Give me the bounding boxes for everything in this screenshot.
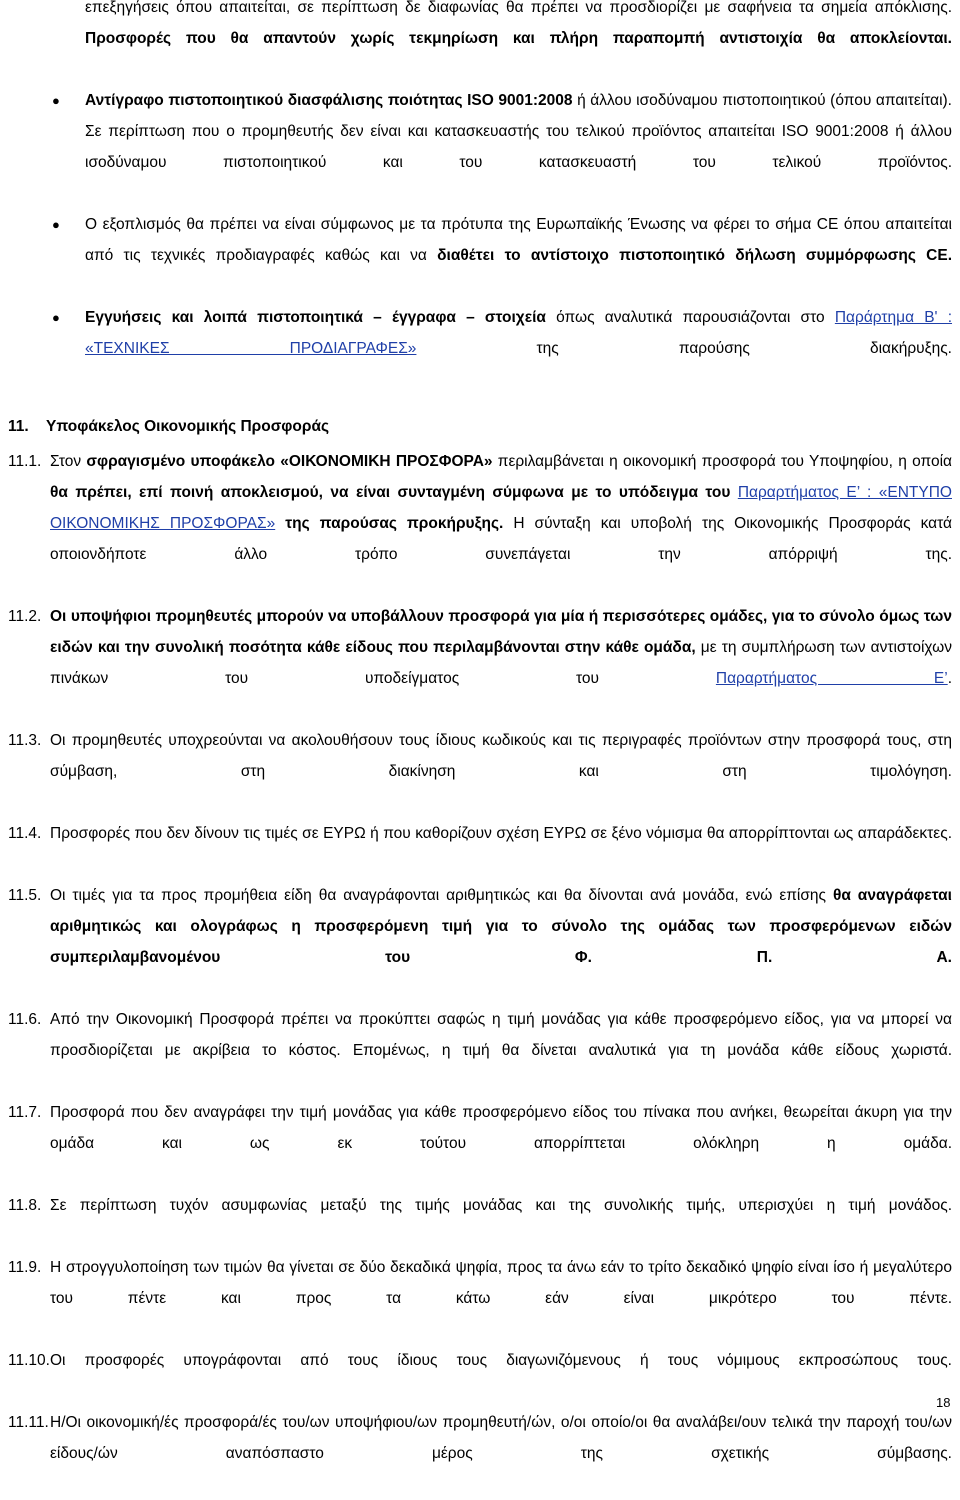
clause-11-5 (8, 880, 952, 1004)
section-number: 11. (8, 418, 29, 435)
page-number: 18 (936, 1395, 951, 1410)
annex-e-link[interactable]: Παραρτήματος Ε’ (715, 670, 948, 687)
clause-number: 11.4. (8, 825, 42, 842)
bullet-dot-icon: ● (52, 93, 60, 108)
clause-number: 11.6. (8, 1011, 42, 1028)
clause-11-8 (8, 1190, 952, 1252)
bullet-guarantees (52, 302, 953, 395)
section-heading (8, 411, 952, 442)
clause-11-9 (8, 1252, 952, 1345)
clause-bold: σφραγισμένο υποφάκελο «ΟΙΚΟΝΟΜΙΚΗ ΠΡΟΣΦΟΡΑ» (86, 453, 493, 470)
clause-text: Σε περίπτωση τυχόν ασυμφωνίας μεταξύ της τιμής μονάδας και της συνολικής τιμής, υπερισχύει η τιμή μονάδος. (50, 1197, 952, 1214)
bullet-2-text: Ο εξοπλισμός θα πρέπει να είναι σύμφωνος με τα πρότυπα της Ευρωπαϊκής Ένωσης να φέρει το σήμα CE όπου απαιτείται από τις τεχνικές προδιαγραφές καθώς και να (85, 216, 952, 264)
annex-e-form-link[interactable]: Παραρτήματος Ε’ : «ΕΝΤΥΠΟ ΟΙΚΟΝΟΜΙΚΗΣ ΠΡΟΣΦΟΡΑΣ» (50, 484, 952, 532)
clause-number: 11.8. (8, 1197, 42, 1214)
clause-number: 11.1. (8, 453, 42, 470)
clause-11-1 (8, 446, 952, 601)
clause-11-7 (8, 1097, 952, 1190)
bullet-dot-icon: ● (52, 217, 60, 232)
clause-text: Η/Οι οικονομική/ές προσφορά/ές του/ων υποψήφιου/ων προμηθευτή/ών, ο/οι οποίο/οι θα αναλάβει/ουν τελικά την παροχή του/ων είδους/ών αναπόσπαστο μέρος της σχετικής σύμβασης. (50, 1414, 952, 1462)
annex-b-link[interactable]: Παράρτημα Β' : «ΤΕΧΝΙΚΕΣ ΠΡΟΔΙΑΓΡΑΦΕΣ» (85, 309, 953, 357)
clause-text: με τη συμπλήρωση των αντιστοίχων πινάκων του υποδείγματος του (50, 639, 952, 687)
clause-11-11 (8, 1407, 952, 1500)
clause-text: Η στρογγυλοποίηση των τιμών θα γίνεται σε δύο δεκαδικά ψηφία, πρoς τα άνω εάν το τρίτο δεκαδικό ψηφίο είναι ίσο ή μεγαλύτερο του πέντε και πρoς τα κάτω εάν είναι μικρότερο του πέντε. (50, 1259, 952, 1307)
bullet-3-bold: Εγγυήσεις και λοιπά πιστοποιητικά – έγγραφα – στοιχεία (85, 309, 546, 326)
clause-text: Οι προσφορές υπογράφονται από τους ίδιους τους διαγωνιζόμενους ή τους νόμιμους εκπροσώπους τους. (50, 1352, 952, 1369)
clause-number: 11.9. (8, 1259, 42, 1276)
clause-bold: θα πρέπει, επί ποινή αποκλεισμού, να είναι συνταγμένη σύμφωνα με το υπόδειγμα του (50, 484, 731, 501)
bullet-3-text: όπως αναλυτικά παρουσιάζονται στο (556, 309, 825, 326)
clause-bold: Οι υποψήφιοι προμηθευτές μπορούν να υποβάλλουν προσφορά για μία ή περισσότερες ομάδες, για το σύνολο όμως των ειδών και την συνολική ποσότητα κάθε είδους που περιλαμβάνονται στην κάθε ομάδα, (50, 608, 952, 656)
clause-text: Από την Οικονομική Προσφορά πρέπει να προκύπτει σαφώς η τιμή μονάδας για κάθε προσφερόμενο είδος, για να μπορεί να προσδιορίζεται με ακρίβεια το κόστος. Επομένως, η τιμή θα δίνεται αναλυτικά για τη μονάδα κάθε είδους χωριστά. (50, 1011, 952, 1059)
clause-text: Οι τιμές για τα προς προμήθεια είδη θα αναγράφονται αριθμητικώς και θα δίνονται ανά μονάδα, ενώ επίσης (50, 887, 827, 904)
clause-text: Προσφορές που δεν δίνουν τις τιμές σε ΕΥΡΩ ή που καθορίζουν σχέση ΕΥΡΩ σε ξένο νόμισμα θα απορρίπτονται ως απαράδεκτες. (50, 825, 952, 842)
clause-11-2 (8, 601, 953, 725)
clause-11-4 (8, 818, 952, 880)
clause-number: 11.10. (8, 1352, 50, 1369)
clause-text: Στον (50, 453, 82, 470)
bullet-3-tail: της παρούσης διακήρυξης. (536, 340, 952, 357)
clause-11-10 (8, 1345, 952, 1407)
clause-11-3 (8, 725, 952, 818)
bullet-2-bold: διαθέτει το αντίστοιχο πιστοποιητικό δήλωση συμμόρφωσης CE. (437, 247, 952, 264)
clause-text: . (947, 670, 953, 687)
clause-text: Η σύνταξη και υποβολή της Οικονομικής Προσφοράς κατά οποιονδήποτε άλλο τρόπο συνεπάγεται την απόρριψή της. (50, 515, 952, 563)
bullet-dot-icon: ● (52, 310, 60, 325)
clause-bold: της παρούσας προκήρυξης. (285, 515, 504, 532)
clause-11-6 (8, 1004, 952, 1097)
clause-text: Προσφορά που δεν αναγράφει την τιμή μονάδας για κάθε προσφερόμενο είδος του πίνακα που ανήκει, θεωρείται άκυρη για την ομάδα και ως εκ τούτου απορρίπτεται ολόκληρη η ομάδα. (50, 1104, 952, 1152)
clause-number: 11.7. (8, 1104, 42, 1121)
clause-bold: θα αναγράφεται αριθμητικώς και ολογράφως η προσφερόμενη τιμή για το σύνολο της ομάδας των προσφερόμενων ειδών συμπεριλαμβανομένου του Φ. Π. Α. (50, 887, 952, 966)
intro-paragraph (85, 0, 952, 85)
clause-number: 11.11. (8, 1414, 49, 1431)
bullet-iso-certificate (52, 85, 952, 209)
clause-number: 11.5. (8, 887, 42, 904)
intro-text: επεξηγήσεις όπου απαιτείται, σε περίπτωση δε διαφωνίας θα πρέπει να προσδιορίζει με σαφήνεια τα σημεία απόκλισης. (85, 0, 952, 16)
bullet-1-bold: Αντίγραφο πιστοποιητικού διασφάλισης ποιότητας ISO 9001:2008 (85, 92, 573, 109)
bullet-ce-compliance (52, 209, 952, 302)
clause-text: περιλαμβάνεται η οικονομική προσφορά του Υποψηφίου, η οποία (497, 453, 952, 470)
clause-number: 11.2. (8, 608, 42, 625)
clause-text: Οι προμηθευτές υποχρεούνται να ακολουθήσουν τους ίδιους κωδικούς και τις περιγραφές προϊόντων στην προσφορά τους, στη σύμβαση, στη διακίνηση και στη τιμολόγηση. (50, 732, 952, 780)
section-title: Υποφάκελος Οικονομικής Προσφοράς (46, 418, 330, 435)
intro-bold-text: Προσφορές που θα απαντούν χωρίς τεκμηρίωση και πλήρη παραπομπή αντιστοιχία θα αποκλείονται. (85, 30, 952, 47)
bullet-1-text: ή άλλου ισοδύναμου πιστοποιητικού (όπου απαιτείται). Σε περίπτωση που ο προμηθευτής δεν είναι και κατασκευαστής του τελικού προϊόντος απαιτείται ISO 9001:2008 ή άλλου ισοδύναμου πιστοποιητικού και του κατασκευαστή του τελικού προϊόντος. (85, 92, 952, 171)
clause-number: 11.3. (8, 732, 42, 749)
